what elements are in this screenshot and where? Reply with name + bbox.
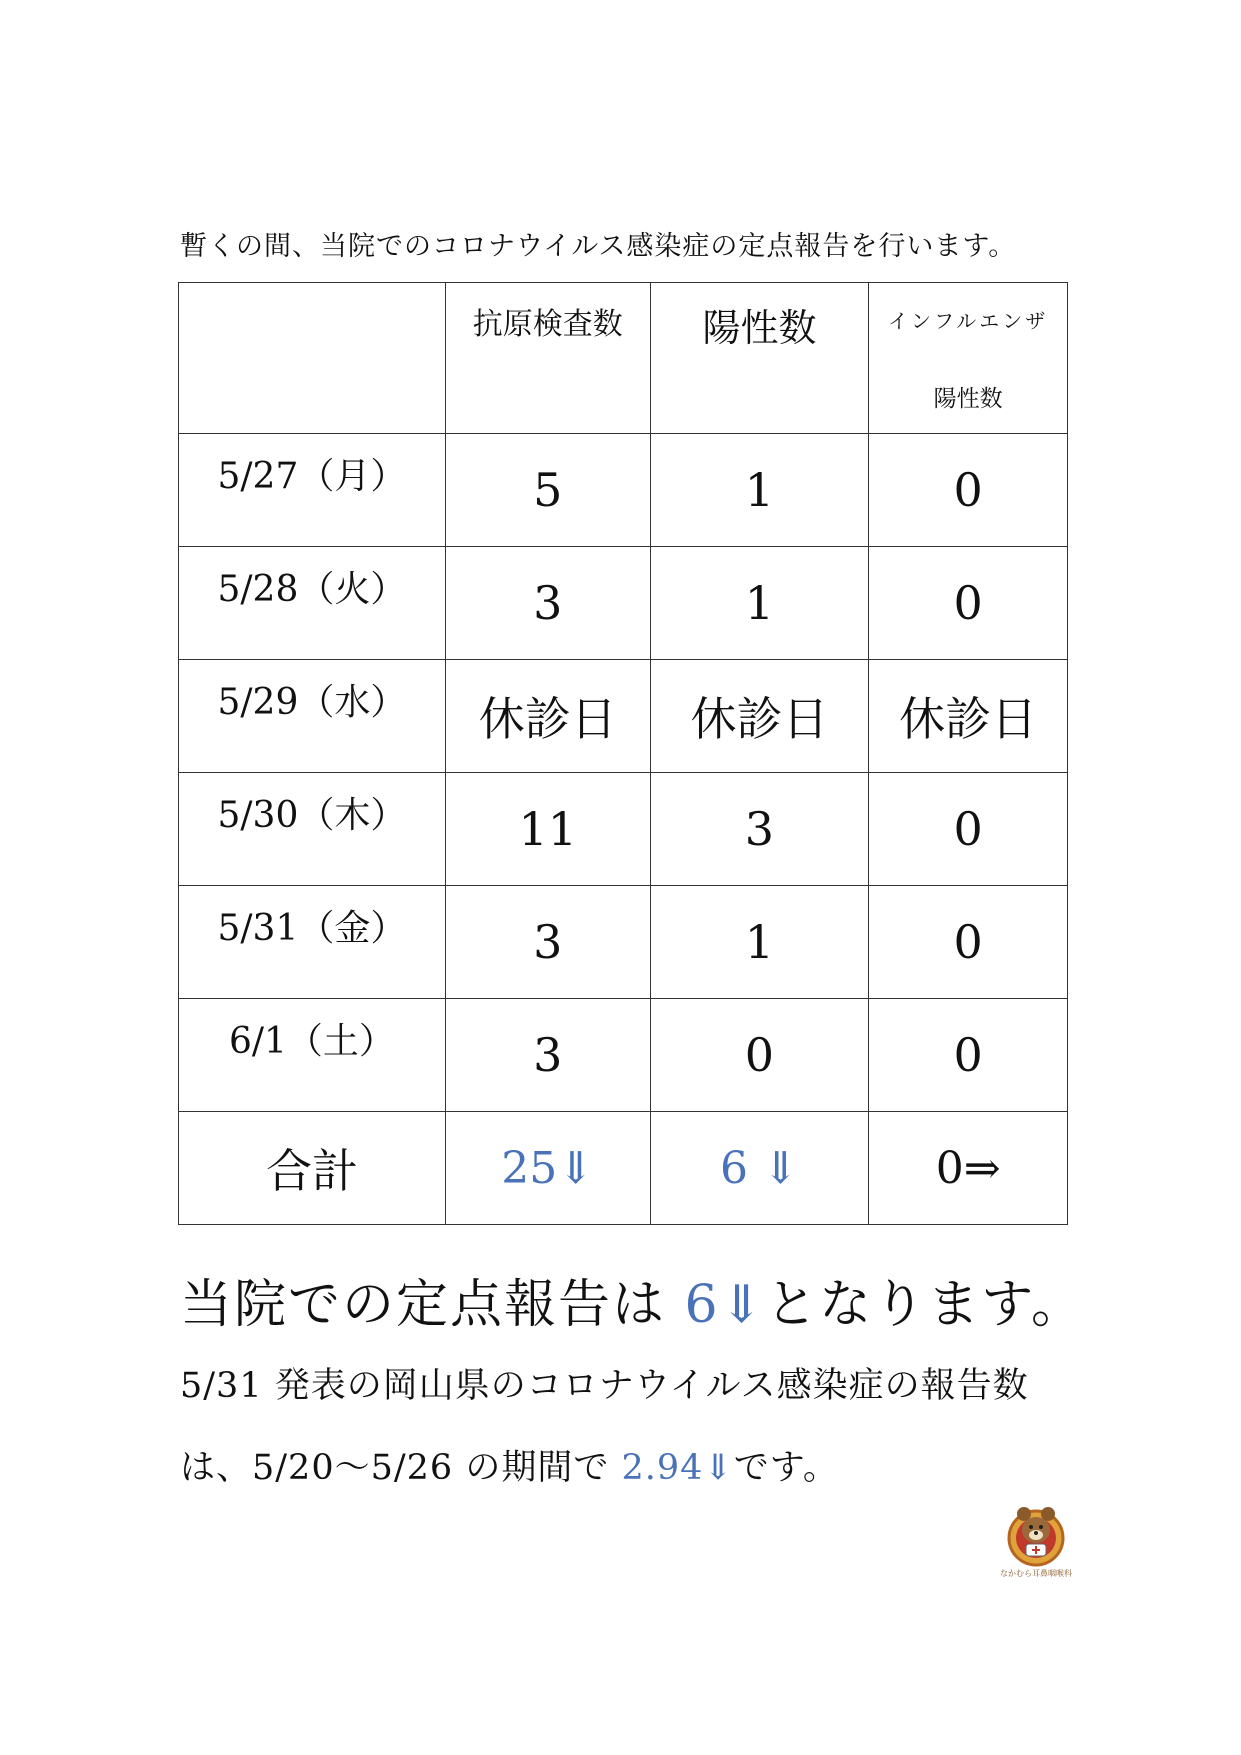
row-flu xyxy=(869,660,1068,773)
summary-suffix: となります。 xyxy=(765,1275,1086,1335)
clinic-logo-text: なかむら耳鼻咽喉科 xyxy=(1000,1569,1072,1578)
row-positive xyxy=(650,434,869,547)
header-antigen xyxy=(445,283,650,434)
row-date-cell xyxy=(179,660,446,773)
row-date: 5/27（月） xyxy=(217,456,407,497)
note-line-1: 5/31 発表の岡山県のコロナウイルス感染症の報告数 xyxy=(180,1366,1029,1406)
row-antigen xyxy=(445,886,650,999)
row-date-cell xyxy=(179,434,446,547)
row-date: 5/28（火） xyxy=(217,569,407,610)
table-row xyxy=(179,660,1068,773)
row-date: 5/29（水） xyxy=(217,682,407,723)
clinic-logo-icon xyxy=(1004,1500,1068,1572)
row-antigen xyxy=(445,999,650,1112)
summary-text xyxy=(180,1262,1085,1337)
header-positive xyxy=(650,283,869,434)
row-flu xyxy=(869,773,1068,886)
row-positive-value: 1 xyxy=(744,576,775,630)
row-flu-value: 0 xyxy=(953,576,983,630)
row-antigen-value: 3 xyxy=(533,1028,563,1082)
row-date: 6/1（土） xyxy=(228,1021,395,1062)
row-antigen-value: 11 xyxy=(518,802,577,856)
report-table xyxy=(178,282,1068,1225)
row-antigen-closed: 休診日 xyxy=(478,692,617,746)
row-antigen-value: 3 xyxy=(533,576,563,630)
row-flu xyxy=(869,886,1068,999)
row-date: 5/30（木） xyxy=(217,795,407,836)
row-positive-value: 1 xyxy=(744,915,775,969)
row-flu-value: 0 xyxy=(953,1028,983,1082)
row-date-cell xyxy=(179,886,446,999)
row-positive-value: 1 xyxy=(744,463,775,517)
row-positive xyxy=(650,547,869,660)
total-positive-value: 6 ⇓ xyxy=(720,1142,799,1194)
table-row xyxy=(179,547,1068,660)
table-row xyxy=(179,773,1068,886)
header-positive-label: 陽性数 xyxy=(702,306,817,350)
header-flu-label-line2: 陽性数 xyxy=(933,386,1003,412)
total-positive xyxy=(650,1112,869,1225)
row-positive-value: 3 xyxy=(744,802,775,856)
header-corner-cell xyxy=(179,283,446,434)
table-row xyxy=(179,886,1068,999)
total-label: 合計 xyxy=(265,1144,358,1198)
total-antigen-value: 25⇓ xyxy=(501,1142,595,1194)
total-label-cell xyxy=(179,1112,446,1225)
note-line-2-prefix: は、5/20～5/26 の期間で xyxy=(180,1448,622,1488)
table-header-row xyxy=(179,283,1068,434)
table-row xyxy=(179,434,1068,547)
note-line-2-value: 2.94⇓ xyxy=(621,1448,734,1488)
row-date-cell xyxy=(179,773,446,886)
row-positive xyxy=(650,886,869,999)
row-flu xyxy=(869,999,1068,1112)
intro-text: 暫くの間、当院でのコロナウイルス感染症の定点報告を行います。 xyxy=(180,231,1017,262)
row-flu-value: 0 xyxy=(953,915,983,969)
total-flu xyxy=(869,1112,1068,1225)
summary-value: 6⇓ xyxy=(684,1275,766,1335)
row-positive-closed: 休診日 xyxy=(690,692,829,746)
row-flu xyxy=(869,547,1068,660)
header-antigen-label: 抗原検査数 xyxy=(472,307,623,342)
row-antigen xyxy=(445,773,650,886)
row-antigen-value: 5 xyxy=(533,463,563,517)
row-antigen xyxy=(445,434,650,547)
summary-prefix: 当院での定点報告は xyxy=(180,1275,685,1335)
row-flu xyxy=(869,434,1068,547)
row-flu-closed: 休診日 xyxy=(899,692,1038,746)
row-positive xyxy=(650,999,869,1112)
row-antigen-value: 3 xyxy=(533,915,563,969)
header-flu xyxy=(869,283,1068,434)
row-date: 5/31（金） xyxy=(217,908,407,949)
note-line-2-suffix: です。 xyxy=(733,1448,839,1488)
total-flu-value: 0⇒ xyxy=(935,1142,1001,1194)
row-positive xyxy=(650,773,869,886)
row-date-cell xyxy=(179,999,446,1112)
row-antigen xyxy=(445,660,650,773)
row-positive xyxy=(650,660,869,773)
row-date-cell xyxy=(179,547,446,660)
header-flu-label-line1: インフルエンザ xyxy=(888,309,1049,333)
note-line-2 xyxy=(180,1440,839,1490)
total-antigen xyxy=(445,1112,650,1225)
row-flu-value: 0 xyxy=(953,463,983,517)
row-positive-value: 0 xyxy=(744,1028,775,1082)
row-flu-value: 0 xyxy=(953,802,983,856)
table-total-row xyxy=(179,1112,1068,1225)
row-antigen xyxy=(445,547,650,660)
table-row xyxy=(179,999,1068,1112)
